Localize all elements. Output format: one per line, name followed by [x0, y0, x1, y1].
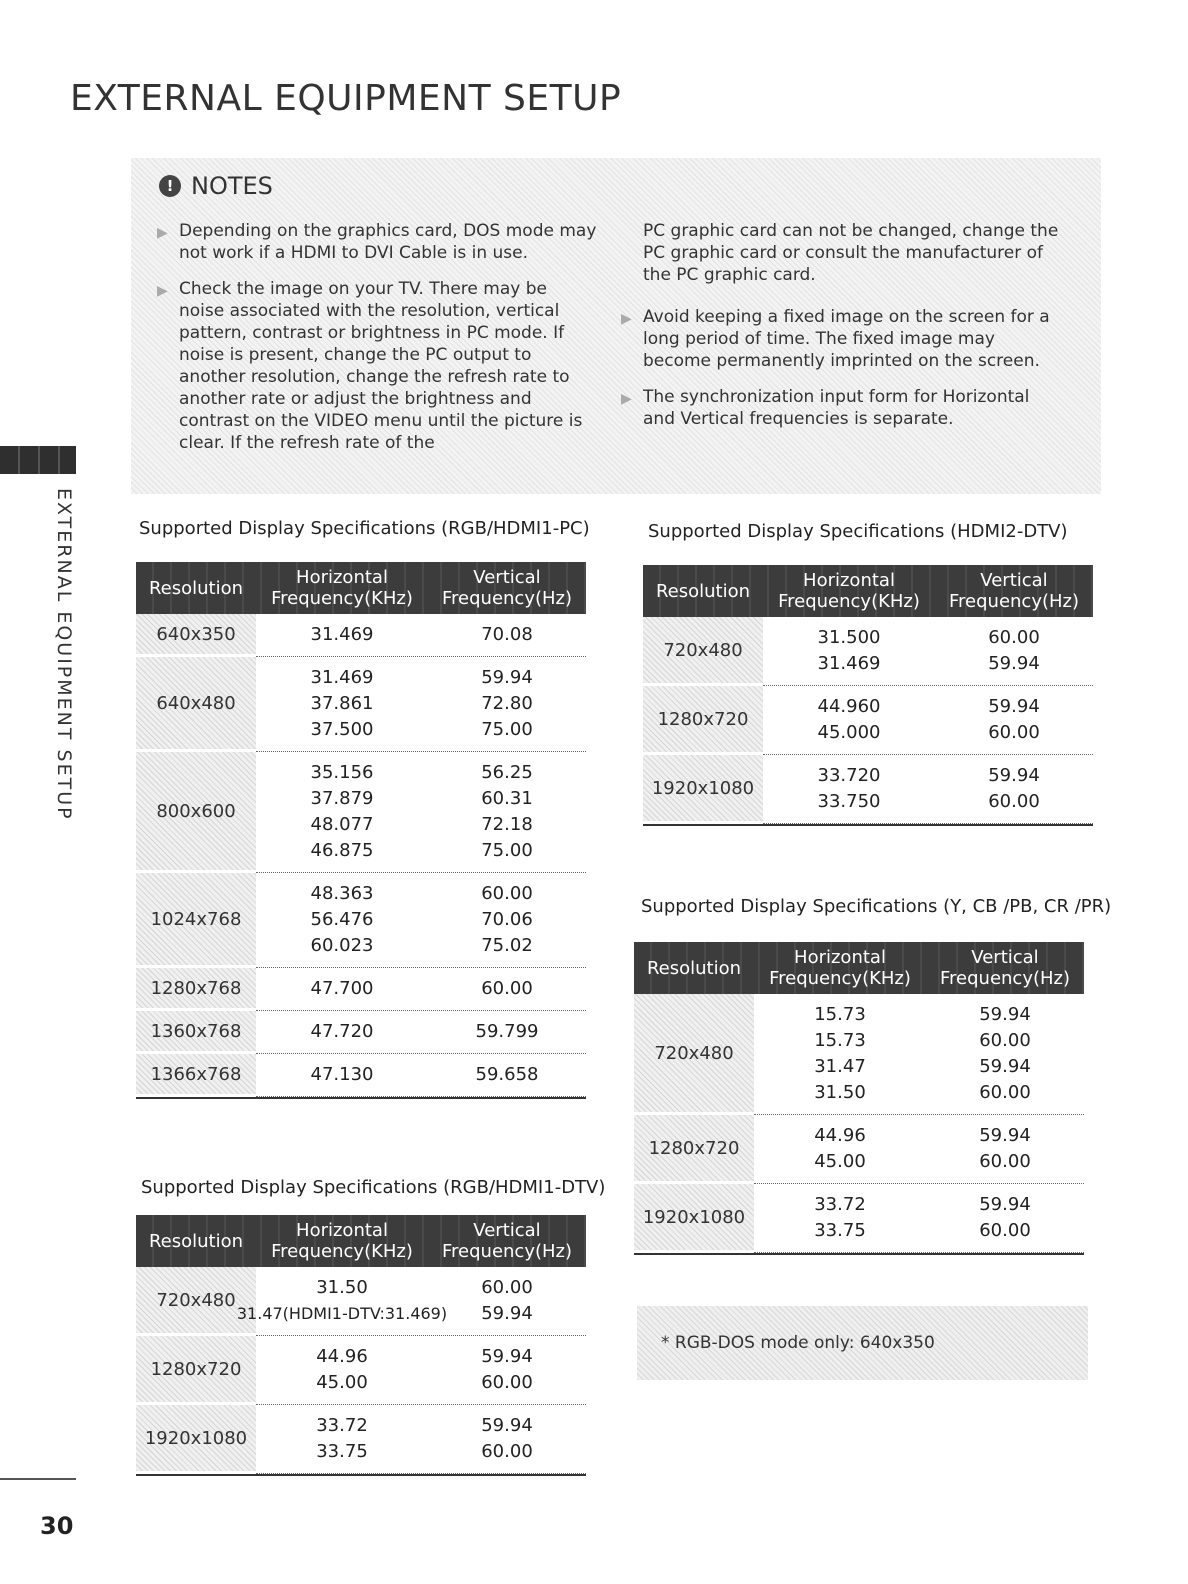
frequency-cell [754, 1184, 1084, 1253]
note-item: ▶ Check the image on your TV. There may be noise associated with the resolution, vertical pattern, contrast or brightness in PC mode. If noise is present, change the PC output to another resolution, change the refresh rate to another rate or adjust the brightness and contrast on the VIDEO menu until the picture is clear. If the refresh rate of the [157, 279, 583, 453]
vertical-frequency: 60.00 [979, 1151, 1031, 1172]
arrow-bullet-icon: ▶ [621, 311, 632, 327]
horizontal-frequency: 31.50 [814, 1082, 866, 1103]
vertical-frequency: 60.00 [979, 1030, 1031, 1051]
table-component [634, 942, 1084, 1255]
resolution-cell: 720x480 [634, 994, 754, 1115]
resolution-cell: 1024x768 [136, 873, 256, 968]
table-header [136, 562, 586, 614]
table-row [634, 1184, 1084, 1253]
vertical-frequency: 75.02 [481, 935, 533, 956]
horizontal-frequency: 37.861 [310, 693, 374, 714]
header-resolution: Resolution [148, 1230, 244, 1252]
horizontal-frequency: 31.469 [310, 624, 374, 645]
resolution-cell: 720x480 [643, 617, 763, 686]
table-row [634, 1115, 1084, 1184]
frequency-cell [763, 686, 1093, 755]
side-tab-marker [0, 446, 76, 474]
vertical-frequency: 59.94 [988, 653, 1040, 674]
page-title: EXTERNAL EQUIPMENT SETUP [70, 78, 622, 119]
table-row [136, 752, 586, 873]
vertical-frequency: 59.94 [988, 696, 1040, 717]
horizontal-frequency: 33.72 [316, 1415, 368, 1436]
frequency-cell [236, 1267, 586, 1336]
horizontal-frequency: 31.469 [310, 667, 374, 688]
notes-right-column [621, 220, 1061, 444]
vertical-frequency: 60.00 [481, 1277, 533, 1298]
table-row [136, 1054, 586, 1097]
header-vertical: Vertical Frequency(Hz) [939, 947, 1071, 989]
table-row [643, 755, 1093, 824]
table-header [643, 565, 1093, 617]
horizontal-frequency: 45.000 [817, 722, 881, 743]
table-bottom-rule [634, 1253, 1084, 1255]
vertical-frequency: 75.00 [481, 840, 533, 861]
table-header [634, 942, 1084, 994]
horizontal-frequency: 15.73 [814, 1004, 866, 1025]
caption-hdmi2-dtv: Supported Display Specifications (HDMI2-DTV) [648, 521, 1068, 542]
horizontal-frequency: 56.476 [310, 909, 374, 930]
vertical-frequency: 60.00 [988, 722, 1040, 743]
frequency-cell [256, 1405, 586, 1474]
horizontal-frequency: 37.500 [310, 719, 374, 740]
table-row [643, 686, 1093, 755]
horizontal-frequency: 46.875 [310, 840, 374, 861]
horizontal-frequency: 44.96 [814, 1125, 866, 1146]
vertical-frequency: 75.00 [481, 719, 533, 740]
horizontal-frequency: 15.73 [814, 1030, 866, 1051]
resolution-cell: 720x480 [136, 1267, 256, 1336]
horizontal-frequency: 31.47 [814, 1056, 866, 1077]
table-rgb-dtv [136, 1215, 586, 1476]
frequency-cell [256, 614, 586, 657]
vertical-frequency: 70.06 [481, 909, 533, 930]
horizontal-frequency: 48.077 [310, 814, 374, 835]
header-resolution: Resolution [646, 957, 742, 979]
horizontal-frequency: 45.00 [316, 1372, 368, 1393]
resolution-cell: 1920x1080 [643, 755, 763, 824]
horizontal-frequency: 33.72 [814, 1194, 866, 1215]
table-row [643, 617, 1093, 686]
vertical-frequency: 60.00 [481, 1372, 533, 1393]
header-horizontal: Horizontal Frequency(KHz) [778, 570, 920, 612]
vertical-frequency: 56.25 [481, 762, 533, 783]
vertical-frequency: 60.00 [481, 978, 533, 999]
header-resolution: Resolution [148, 577, 244, 599]
vertical-frequency: 60.00 [481, 883, 533, 904]
page-number-rule [0, 1478, 76, 1480]
horizontal-frequency: 33.75 [814, 1220, 866, 1241]
table-bottom-rule [136, 1097, 586, 1099]
vertical-frequency: 60.00 [979, 1220, 1031, 1241]
horizontal-frequency: 33.720 [817, 765, 881, 786]
note-continuation: PC graphic card can not be changed, change the PC graphic card or consult the manufacturer of the PC graphic card. [643, 221, 1059, 285]
table-bottom-rule [136, 1474, 586, 1476]
vertical-frequency: 72.18 [481, 814, 533, 835]
frequency-cell [754, 1115, 1084, 1184]
vertical-frequency: 59.94 [979, 1125, 1031, 1146]
table-row [136, 1405, 586, 1474]
vertical-frequency: 60.00 [988, 627, 1040, 648]
vertical-frequency: 70.08 [481, 624, 533, 645]
caption-rgb-pc: Supported Display Specifications (RGB/HDMI1-PC) [139, 518, 590, 539]
frequency-cell [256, 657, 586, 752]
horizontal-frequency: 31.47(HDMI1-DTV:31.469) [236, 1304, 448, 1323]
vertical-frequency: 59.94 [481, 1415, 533, 1436]
frequency-cell [763, 617, 1093, 686]
vertical-frequency: 72.80 [481, 693, 533, 714]
page-number: 30 [40, 1512, 74, 1540]
arrow-bullet-icon: ▶ [621, 391, 632, 407]
resolution-cell: 1920x1080 [136, 1405, 256, 1474]
table-rgb-pc [136, 562, 586, 1099]
vertical-frequency: 59.94 [481, 667, 533, 688]
header-vertical: Vertical Frequency(Hz) [948, 570, 1080, 612]
header-horizontal: Horizontal Frequency(KHz) [271, 567, 413, 609]
header-vertical: Vertical Frequency(Hz) [441, 1220, 573, 1262]
resolution-cell: 640x480 [136, 657, 256, 752]
exclamation-icon: ! [159, 175, 181, 197]
vertical-frequency: 60.00 [979, 1082, 1031, 1103]
footnote-box: * RGB-DOS mode only: 640x350 [637, 1306, 1088, 1380]
frequency-cell [763, 755, 1093, 824]
vertical-frequency: 60.00 [481, 1441, 533, 1462]
table-row [136, 657, 586, 752]
resolution-cell: 1366x768 [136, 1054, 256, 1097]
vertical-frequency: 60.31 [481, 788, 533, 809]
horizontal-frequency: 60.023 [310, 935, 374, 956]
resolution-cell: 1280x720 [634, 1115, 754, 1184]
note-item: ▶ Avoid keeping a fixed image on the screen for a long period of time. The fixed image may become permanently imprinted on the screen. [621, 307, 1050, 371]
resolution-cell: 1280x720 [643, 686, 763, 755]
vertical-frequency: 59.94 [481, 1303, 533, 1324]
horizontal-frequency: 35.156 [310, 762, 374, 783]
table-header [136, 1215, 586, 1267]
resolution-cell: 1360x768 [136, 1011, 256, 1054]
horizontal-frequency: 37.879 [310, 788, 374, 809]
resolution-cell: 1920x1080 [634, 1184, 754, 1253]
frequency-cell [754, 994, 1084, 1115]
horizontal-frequency: 47.720 [310, 1021, 374, 1042]
vertical-frequency: 59.658 [475, 1064, 539, 1085]
table-row [136, 968, 586, 1011]
header-resolution: Resolution [655, 580, 751, 602]
arrow-bullet-icon: ▶ [157, 283, 168, 299]
table-row [136, 614, 586, 657]
resolution-cell: 1280x768 [136, 968, 256, 1011]
table-row [136, 873, 586, 968]
vertical-frequency: 59.94 [481, 1346, 533, 1367]
frequency-cell [256, 1054, 586, 1097]
vertical-frequency: 59.94 [979, 1194, 1031, 1215]
frequency-cell [256, 873, 586, 968]
horizontal-frequency: 31.469 [817, 653, 881, 674]
horizontal-frequency: 48.363 [310, 883, 374, 904]
note-item: ▶ The synchronization input form for Horizontal and Vertical frequencies is separate. [621, 387, 1030, 429]
caption-rgb-dtv: Supported Display Specifications (RGB/HDMI1-DTV) [141, 1177, 606, 1198]
vertical-frequency: 59.94 [979, 1056, 1031, 1077]
table-row [136, 1011, 586, 1054]
horizontal-frequency: 45.00 [814, 1151, 866, 1172]
horizontal-frequency: 31.50 [316, 1277, 368, 1298]
vertical-frequency: 59.94 [988, 765, 1040, 786]
frequency-cell [256, 1336, 586, 1405]
note-item: ▶ Depending on the graphics card, DOS mode may not work if a HDMI to DVI Cable is in use. [157, 221, 597, 263]
frequency-cell [256, 968, 586, 1011]
horizontal-frequency: 33.75 [316, 1441, 368, 1462]
horizontal-frequency: 47.700 [310, 978, 374, 999]
header-vertical: Vertical Frequency(Hz) [441, 567, 573, 609]
horizontal-frequency: 44.960 [817, 696, 881, 717]
notes-left-column [157, 220, 597, 468]
vertical-frequency: 59.94 [979, 1004, 1031, 1025]
frequency-cell [256, 752, 586, 873]
notes-box [131, 158, 1101, 494]
caption-component: Supported Display Specifications (Y, CB /PB, CR /PR) [641, 896, 1112, 917]
horizontal-frequency: 44.96 [316, 1346, 368, 1367]
resolution-cell: 1280x720 [136, 1336, 256, 1405]
header-horizontal: Horizontal Frequency(KHz) [271, 1220, 413, 1262]
resolution-cell: 640x350 [136, 614, 256, 657]
frequency-cell [256, 1011, 586, 1054]
header-horizontal: Horizontal Frequency(KHz) [769, 947, 911, 989]
table-row [136, 1336, 586, 1405]
vertical-frequency: 60.00 [988, 791, 1040, 812]
table-hdmi2-dtv [643, 565, 1093, 826]
notes-heading [159, 172, 273, 200]
vertical-frequency: 59.799 [475, 1021, 539, 1042]
horizontal-frequency: 33.750 [817, 791, 881, 812]
side-section-label: EXTERNAL EQUIPMENT SETUP [53, 488, 75, 821]
horizontal-frequency: 31.500 [817, 627, 881, 648]
horizontal-frequency: 47.130 [310, 1064, 374, 1085]
notes-title: NOTES [191, 172, 273, 200]
table-row [136, 1267, 586, 1336]
arrow-bullet-icon: ▶ [157, 225, 168, 241]
table-row [634, 994, 1084, 1115]
table-bottom-rule [643, 824, 1093, 826]
resolution-cell: 800x600 [136, 752, 256, 873]
